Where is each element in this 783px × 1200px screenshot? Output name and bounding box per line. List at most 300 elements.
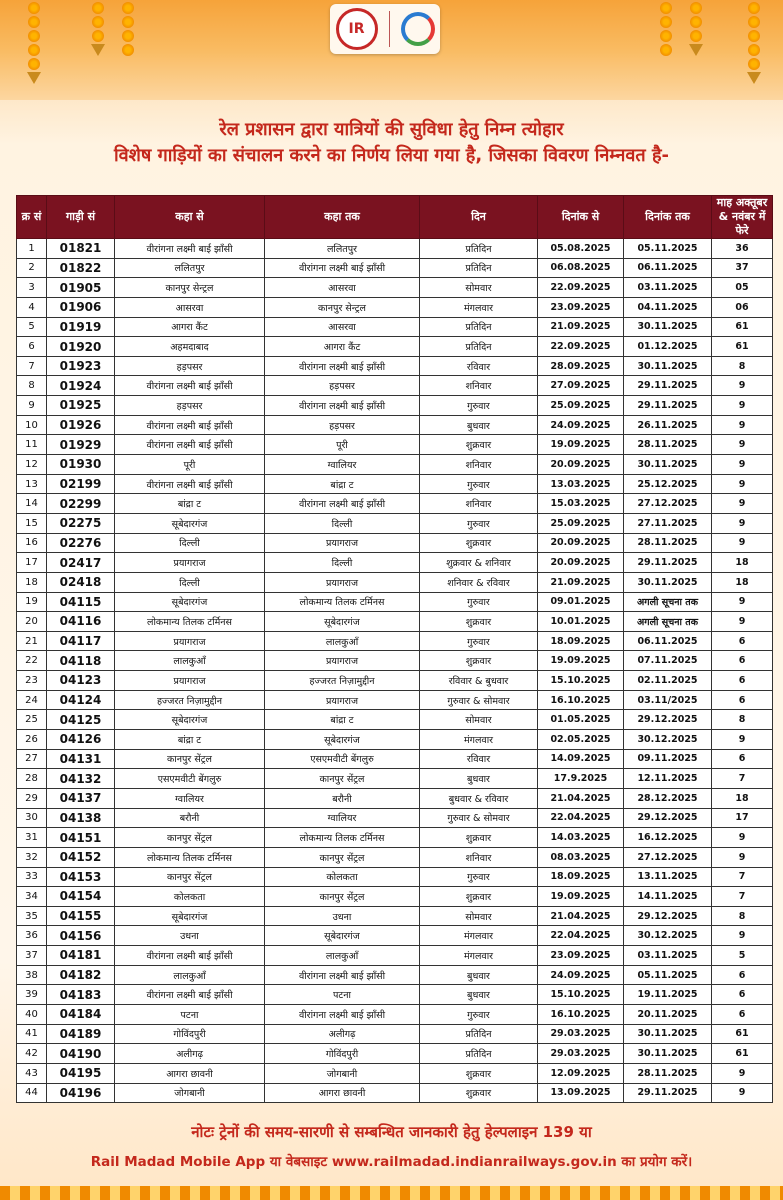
cell-day: बुधवार xyxy=(420,965,538,985)
cell-train-number: 04116 xyxy=(47,612,115,632)
cell-date-to: अगली सूचना तक xyxy=(624,612,712,632)
cell-from: वीरांगना लक्ष्मी बाई झाँसी xyxy=(115,239,265,259)
cell-train-number: 04195 xyxy=(47,1063,115,1083)
cell-serial: 7 xyxy=(17,356,47,376)
cell-date-from: 29.03.2025 xyxy=(538,1024,624,1044)
cell-date-to: 30.11.2025 xyxy=(624,455,712,475)
cell-serial: 18 xyxy=(17,572,47,592)
cell-trips: 9 xyxy=(712,592,773,612)
cell-from: प्रयागराज xyxy=(115,631,265,651)
cell-day: शुक्रवार xyxy=(420,435,538,455)
cell-date-from: 21.04.2025 xyxy=(538,788,624,808)
cell-trips: 9 xyxy=(712,1083,773,1103)
cell-date-to: 03.11/2025 xyxy=(624,690,712,710)
table-row xyxy=(17,337,773,357)
table-row xyxy=(17,435,773,455)
cell-date-from: 23.09.2025 xyxy=(538,946,624,966)
cell-to: पूरी xyxy=(265,435,420,455)
table-row xyxy=(17,671,773,691)
cell-serial: 17 xyxy=(17,553,47,573)
cell-date-to: 27.11.2025 xyxy=(624,513,712,533)
cell-to: हज्जरत निज़ामुद्दीन xyxy=(265,671,420,691)
table-row xyxy=(17,376,773,396)
cell-serial: 2 xyxy=(17,258,47,278)
cell-day: सोमवार xyxy=(420,278,538,298)
cell-date-from: 15.10.2025 xyxy=(538,985,624,1005)
cell-from: लोकमान्य तिलक टर्मिनस xyxy=(115,847,265,867)
column-header-train-number: गाड़ी सं xyxy=(47,196,115,239)
cell-day: रविवार xyxy=(420,749,538,769)
table-row xyxy=(17,239,773,259)
cell-from: सूबेदारगंज xyxy=(115,513,265,533)
cell-trips: 6 xyxy=(712,631,773,651)
cell-date-to: 16.12.2025 xyxy=(624,828,712,848)
cell-from: बरौनी xyxy=(115,808,265,828)
cell-date-from: 19.09.2025 xyxy=(538,887,624,907)
table-row xyxy=(17,258,773,278)
cell-date-to: 05.11.2025 xyxy=(624,965,712,985)
cell-day: शुक्रवार xyxy=(420,612,538,632)
cell-date-to: 30.11.2025 xyxy=(624,572,712,592)
table-row xyxy=(17,749,773,769)
cell-serial: 16 xyxy=(17,533,47,553)
cell-date-to: 30.11.2025 xyxy=(624,317,712,337)
cell-serial: 35 xyxy=(17,906,47,926)
cell-to: ग्वालियर xyxy=(265,455,420,475)
cell-date-to: 06.11.2025 xyxy=(624,258,712,278)
cell-day: सोमवार xyxy=(420,906,538,926)
cell-date-to: 05.11.2025 xyxy=(624,239,712,259)
cell-to: एसएमवीटी बेंगलुरु xyxy=(265,749,420,769)
cell-date-to: 29.11.2025 xyxy=(624,396,712,416)
cell-serial: 6 xyxy=(17,337,47,357)
cell-from: अहमदाबाद xyxy=(115,337,265,357)
cell-date-from: 24.09.2025 xyxy=(538,965,624,985)
cell-serial: 30 xyxy=(17,808,47,828)
table-row xyxy=(17,887,773,907)
cell-from: जोगबानी xyxy=(115,1083,265,1103)
cell-day: प्रतिदिन xyxy=(420,1044,538,1064)
column-header-date-to: दिनांक तक xyxy=(624,196,712,239)
cell-day: शुक्रवार xyxy=(420,1063,538,1083)
table-row xyxy=(17,769,773,789)
cell-from: प्रयागराज xyxy=(115,671,265,691)
cell-train-number: 02417 xyxy=(47,553,115,573)
cell-train-number: 01929 xyxy=(47,435,115,455)
cell-trips: 6 xyxy=(712,690,773,710)
cell-train-number: 01822 xyxy=(47,258,115,278)
cell-trips: 9 xyxy=(712,926,773,946)
cell-date-to: 26.11.2025 xyxy=(624,415,712,435)
cell-from: सूबेदारगंज xyxy=(115,710,265,730)
cell-date-to: 02.11.2025 xyxy=(624,671,712,691)
table-row xyxy=(17,1024,773,1044)
cell-day: शनिवार & रविवार xyxy=(420,572,538,592)
heading-line-2: विशेष गाड़ियों का संचालन करने का निर्णय लिया गया है, जिसका विवरण निम्नवत है- xyxy=(113,145,669,166)
cell-serial: 39 xyxy=(17,985,47,1005)
cell-train-number: 04132 xyxy=(47,769,115,789)
cell-serial: 1 xyxy=(17,239,47,259)
cell-to: हड़पसर xyxy=(265,376,420,396)
cell-serial: 37 xyxy=(17,946,47,966)
cell-train-number: 04138 xyxy=(47,808,115,828)
cell-from: हड़पसर xyxy=(115,396,265,416)
cell-trips: 06 xyxy=(712,297,773,317)
cell-date-from: 16.10.2025 xyxy=(538,1004,624,1024)
cell-from: वीरांगना लक्ष्मी बाई झाँसी xyxy=(115,376,265,396)
cell-to: वीरांगना लक्ष्मी बाई झाँसी xyxy=(265,258,420,278)
cell-to: लोकमान्य तिलक टर्मिनस xyxy=(265,592,420,612)
cell-from: कानपुर सेन्ट्रल xyxy=(115,278,265,298)
cell-trips: 9 xyxy=(712,396,773,416)
logo-panel xyxy=(330,4,440,54)
cell-to: वीरांगना लक्ष्मी बाई झाँसी xyxy=(265,396,420,416)
cell-train-number: 04189 xyxy=(47,1024,115,1044)
cell-train-number: 04131 xyxy=(47,749,115,769)
cell-date-from: 18.09.2025 xyxy=(538,867,624,887)
cell-date-from: 22.04.2025 xyxy=(538,808,624,828)
cell-from: दिल्ली xyxy=(115,533,265,553)
cell-train-number: 04155 xyxy=(47,906,115,926)
cell-date-from: 08.03.2025 xyxy=(538,847,624,867)
cell-train-number: 04126 xyxy=(47,730,115,750)
marigold-garland-icon xyxy=(92,0,104,56)
cell-trips: 9 xyxy=(712,612,773,632)
cell-to: आगरा कैंट xyxy=(265,337,420,357)
cell-date-from: 22.04.2025 xyxy=(538,926,624,946)
cell-trips: 7 xyxy=(712,887,773,907)
cell-date-from: 29.03.2025 xyxy=(538,1044,624,1064)
cell-to: प्रयागराज xyxy=(265,572,420,592)
cell-to: हड़पसर xyxy=(265,415,420,435)
cell-serial: 41 xyxy=(17,1024,47,1044)
cell-train-number: 02418 xyxy=(47,572,115,592)
cell-to: पटना xyxy=(265,985,420,1005)
cell-to: जोगबानी xyxy=(265,1063,420,1083)
cell-train-number: 01905 xyxy=(47,278,115,298)
cell-day: शनिवार xyxy=(420,455,538,475)
cell-date-to: 30.12.2025 xyxy=(624,730,712,750)
cell-day: गुरुवार xyxy=(420,592,538,612)
cell-serial: 5 xyxy=(17,317,47,337)
cell-from: प्रयागराज xyxy=(115,553,265,573)
logo-divider xyxy=(389,11,390,47)
cell-to: सूबेदारगंज xyxy=(265,926,420,946)
cell-date-to: 25.12.2025 xyxy=(624,474,712,494)
cell-from: उधना xyxy=(115,926,265,946)
cell-train-number: 04183 xyxy=(47,985,115,1005)
cell-day: शुक्रवार xyxy=(420,533,538,553)
table-row xyxy=(17,828,773,848)
cell-trips: 9 xyxy=(712,828,773,848)
cell-from: हड़पसर xyxy=(115,356,265,376)
cell-date-from: 22.09.2025 xyxy=(538,278,624,298)
cell-from: हज्जरत निज़ामुद्दीन xyxy=(115,690,265,710)
table-row xyxy=(17,317,773,337)
cell-train-number: 04184 xyxy=(47,1004,115,1024)
cell-to: कोलकता xyxy=(265,867,420,887)
cell-date-to: 28.11.2025 xyxy=(624,435,712,455)
cell-train-number: 04196 xyxy=(47,1083,115,1103)
cell-day: गुरुवार & सोमवार xyxy=(420,808,538,828)
marigold-garland-icon xyxy=(122,0,134,56)
cell-to: प्रयागराज xyxy=(265,651,420,671)
cell-date-to: 27.12.2025 xyxy=(624,847,712,867)
cell-serial: 29 xyxy=(17,788,47,808)
cell-from: वीरांगना लक्ष्मी बाई झाँसी xyxy=(115,946,265,966)
cell-serial: 20 xyxy=(17,612,47,632)
cell-trips: 36 xyxy=(712,239,773,259)
cell-day: प्रतिदिन xyxy=(420,337,538,357)
table-row xyxy=(17,867,773,887)
cell-from: दिल्ली xyxy=(115,572,265,592)
cell-day: गुरुवार xyxy=(420,1004,538,1024)
table-row xyxy=(17,474,773,494)
table-body xyxy=(17,239,773,1103)
cell-day: शनिवार xyxy=(420,494,538,514)
cell-date-to: 29.11.2025 xyxy=(624,376,712,396)
table-row xyxy=(17,415,773,435)
cell-to: प्रयागराज xyxy=(265,533,420,553)
cell-day: बुधवार & रविवार xyxy=(420,788,538,808)
cell-date-from: 23.09.2025 xyxy=(538,297,624,317)
cell-date-from: 28.09.2025 xyxy=(538,356,624,376)
cell-train-number: 04154 xyxy=(47,887,115,907)
cell-to: प्रयागराज xyxy=(265,690,420,710)
cell-to: लोकमान्य तिलक टर्मिनस xyxy=(265,828,420,848)
cell-date-from: 16.10.2025 xyxy=(538,690,624,710)
table-row xyxy=(17,278,773,298)
cell-serial: 14 xyxy=(17,494,47,514)
marigold-garland-icon xyxy=(660,0,672,56)
cell-from: ग्वालियर xyxy=(115,788,265,808)
cell-serial: 34 xyxy=(17,887,47,907)
cell-to: वीरांगना लक्ष्मी बाई झाँसी xyxy=(265,356,420,376)
table-row xyxy=(17,710,773,730)
cell-date-to: 29.12.2025 xyxy=(624,710,712,730)
footer-website-line: Rail Madad Mobile App या वेबसाइट www.railmadad.indianrailways.gov.in का प्रयोग करें। xyxy=(90,1154,693,1170)
cell-serial: 43 xyxy=(17,1063,47,1083)
table-row xyxy=(17,1004,773,1024)
cell-day: रविवार & बुधवार xyxy=(420,671,538,691)
cell-trips: 9 xyxy=(712,847,773,867)
table-header-row xyxy=(17,196,773,239)
cell-from: गोविंदपुरी xyxy=(115,1024,265,1044)
cell-to: आसरवा xyxy=(265,278,420,298)
table-row xyxy=(17,1044,773,1064)
table-row xyxy=(17,946,773,966)
cell-to: कानपुर सेंट्रल xyxy=(265,887,420,907)
cell-serial: 25 xyxy=(17,710,47,730)
cell-to: कानपुर सेंट्रल xyxy=(265,847,420,867)
cell-day: शुक्रवार xyxy=(420,1083,538,1103)
cell-to: लालकुआँ xyxy=(265,631,420,651)
cell-from: सूबेदारगंज xyxy=(115,906,265,926)
cell-from: आगरा छावनी xyxy=(115,1063,265,1083)
cell-day: गुरुवार xyxy=(420,513,538,533)
cell-trips: 9 xyxy=(712,376,773,396)
cell-date-to: 29.12.2025 xyxy=(624,808,712,828)
cell-day: मंगलवार xyxy=(420,946,538,966)
heading-line-1: रेल प्रशासन द्वारा यात्रियों की सुविधा हेतु निम्न त्योहार xyxy=(219,119,564,140)
cell-date-to: 29.11.2025 xyxy=(624,1083,712,1103)
page-heading xyxy=(0,117,783,169)
cell-serial: 21 xyxy=(17,631,47,651)
special-trains-table xyxy=(16,195,773,1103)
cell-train-number: 04137 xyxy=(47,788,115,808)
cell-serial: 13 xyxy=(17,474,47,494)
table-row xyxy=(17,651,773,671)
cell-from: एसएमवीटी बेंगलुरु xyxy=(115,769,265,789)
cell-serial: 19 xyxy=(17,592,47,612)
decorative-border xyxy=(0,1186,783,1200)
cell-trips: 05 xyxy=(712,278,773,298)
marigold-garland-icon xyxy=(690,0,702,56)
cell-trips: 18 xyxy=(712,788,773,808)
table-row xyxy=(17,808,773,828)
cell-date-from: 21.04.2025 xyxy=(538,906,624,926)
table-row xyxy=(17,612,773,632)
cell-to: वीरांगना लक्ष्मी बाई झाँसी xyxy=(265,1004,420,1024)
cell-serial: 12 xyxy=(17,455,47,475)
table-row xyxy=(17,356,773,376)
cell-trips: 37 xyxy=(712,258,773,278)
cell-date-from: 05.08.2025 xyxy=(538,239,624,259)
cell-trips: 6 xyxy=(712,651,773,671)
cell-day: शुक्रवार xyxy=(420,887,538,907)
cell-date-from: 14.09.2025 xyxy=(538,749,624,769)
cell-trips: 9 xyxy=(712,435,773,455)
cell-serial: 8 xyxy=(17,376,47,396)
cell-serial: 23 xyxy=(17,671,47,691)
cell-serial: 27 xyxy=(17,749,47,769)
cell-to: बांद्रा ट xyxy=(265,474,420,494)
cell-serial: 26 xyxy=(17,730,47,750)
cell-trips: 61 xyxy=(712,317,773,337)
cell-date-to: 12.11.2025 xyxy=(624,769,712,789)
cell-from: वीरांगना लक्ष्मी बाई झाँसी xyxy=(115,985,265,1005)
cell-date-from: 18.09.2025 xyxy=(538,631,624,651)
cell-date-from: 21.09.2025 xyxy=(538,317,624,337)
cell-trips: 8 xyxy=(712,906,773,926)
marigold-garland-icon xyxy=(28,0,40,84)
cell-train-number: 01919 xyxy=(47,317,115,337)
cell-day: गुरुवार xyxy=(420,396,538,416)
cell-date-from: 20.09.2025 xyxy=(538,553,624,573)
cell-serial: 24 xyxy=(17,690,47,710)
table-row xyxy=(17,926,773,946)
cell-to: आसरवा xyxy=(265,317,420,337)
cell-day: प्रतिदिन xyxy=(420,317,538,337)
cell-serial: 31 xyxy=(17,828,47,848)
cell-trips: 9 xyxy=(712,494,773,514)
cell-from: ललितपुर xyxy=(115,258,265,278)
cell-day: शनिवार xyxy=(420,847,538,867)
cell-date-to: 14.11.2025 xyxy=(624,887,712,907)
cell-to: लालकुआँ xyxy=(265,946,420,966)
cell-to: आगरा छावनी xyxy=(265,1083,420,1103)
cell-date-from: 09.01.2025 xyxy=(538,592,624,612)
cell-day: शुक्रवार & शनिवार xyxy=(420,553,538,573)
cell-serial: 22 xyxy=(17,651,47,671)
cell-serial: 11 xyxy=(17,435,47,455)
cell-trips: 6 xyxy=(712,1004,773,1024)
cell-date-to: 09.11.2025 xyxy=(624,749,712,769)
cell-trips: 61 xyxy=(712,337,773,357)
cell-train-number: 04190 xyxy=(47,1044,115,1064)
cell-day: शनिवार xyxy=(420,376,538,396)
cell-train-number: 04117 xyxy=(47,631,115,651)
cell-day: गुरुवार xyxy=(420,474,538,494)
cell-train-number: 01930 xyxy=(47,455,115,475)
cell-to: वीरांगना लक्ष्मी बाई झाँसी xyxy=(265,494,420,514)
cell-trips: 6 xyxy=(712,965,773,985)
cell-serial: 32 xyxy=(17,847,47,867)
table-row xyxy=(17,788,773,808)
campaign-logo-icon xyxy=(401,12,435,46)
cell-serial: 4 xyxy=(17,297,47,317)
cell-trips: 9 xyxy=(712,455,773,475)
cell-day: गुरुवार xyxy=(420,631,538,651)
cell-day: रविवार xyxy=(420,356,538,376)
table-row xyxy=(17,906,773,926)
table-row xyxy=(17,730,773,750)
cell-date-to: 29.11.2025 xyxy=(624,553,712,573)
cell-day: मंगलवार xyxy=(420,730,538,750)
cell-date-from: 25.09.2025 xyxy=(538,513,624,533)
cell-to: उधना xyxy=(265,906,420,926)
cell-trips: 9 xyxy=(712,730,773,750)
cell-train-number: 04115 xyxy=(47,592,115,612)
table-row xyxy=(17,985,773,1005)
table-row xyxy=(17,297,773,317)
cell-train-number: 04182 xyxy=(47,965,115,985)
cell-date-from: 12.09.2025 xyxy=(538,1063,624,1083)
cell-date-to: 03.11.2025 xyxy=(624,278,712,298)
cell-date-from: 22.09.2025 xyxy=(538,337,624,357)
cell-day: प्रतिदिन xyxy=(420,1024,538,1044)
table-row xyxy=(17,533,773,553)
cell-from: सूबेदारगंज xyxy=(115,592,265,612)
cell-date-to: 28.11.2025 xyxy=(624,533,712,553)
cell-train-number: 04152 xyxy=(47,847,115,867)
cell-train-number: 02199 xyxy=(47,474,115,494)
cell-trips: 17 xyxy=(712,808,773,828)
cell-date-from: 13.03.2025 xyxy=(538,474,624,494)
cell-day: सोमवार xyxy=(420,710,538,730)
cell-trips: 18 xyxy=(712,553,773,573)
cell-date-to: 30.11.2025 xyxy=(624,356,712,376)
cell-serial: 9 xyxy=(17,396,47,416)
cell-to: ग्वालियर xyxy=(265,808,420,828)
cell-train-number: 04118 xyxy=(47,651,115,671)
cell-date-from: 25.09.2025 xyxy=(538,396,624,416)
cell-from: बांद्रा ट xyxy=(115,494,265,514)
cell-trips: 7 xyxy=(712,867,773,887)
table-row xyxy=(17,1063,773,1083)
cell-train-number: 04124 xyxy=(47,690,115,710)
cell-day: शुक्रवार xyxy=(420,651,538,671)
cell-from: आगरा कैंट xyxy=(115,317,265,337)
cell-trips: 6 xyxy=(712,985,773,1005)
cell-date-from: 15.03.2025 xyxy=(538,494,624,514)
cell-serial: 42 xyxy=(17,1044,47,1064)
cell-date-from: 14.03.2025 xyxy=(538,828,624,848)
cell-date-from: 10.01.2025 xyxy=(538,612,624,632)
cell-serial: 44 xyxy=(17,1083,47,1103)
column-header-from: कहा से xyxy=(115,196,265,239)
cell-date-to: 06.11.2025 xyxy=(624,631,712,651)
